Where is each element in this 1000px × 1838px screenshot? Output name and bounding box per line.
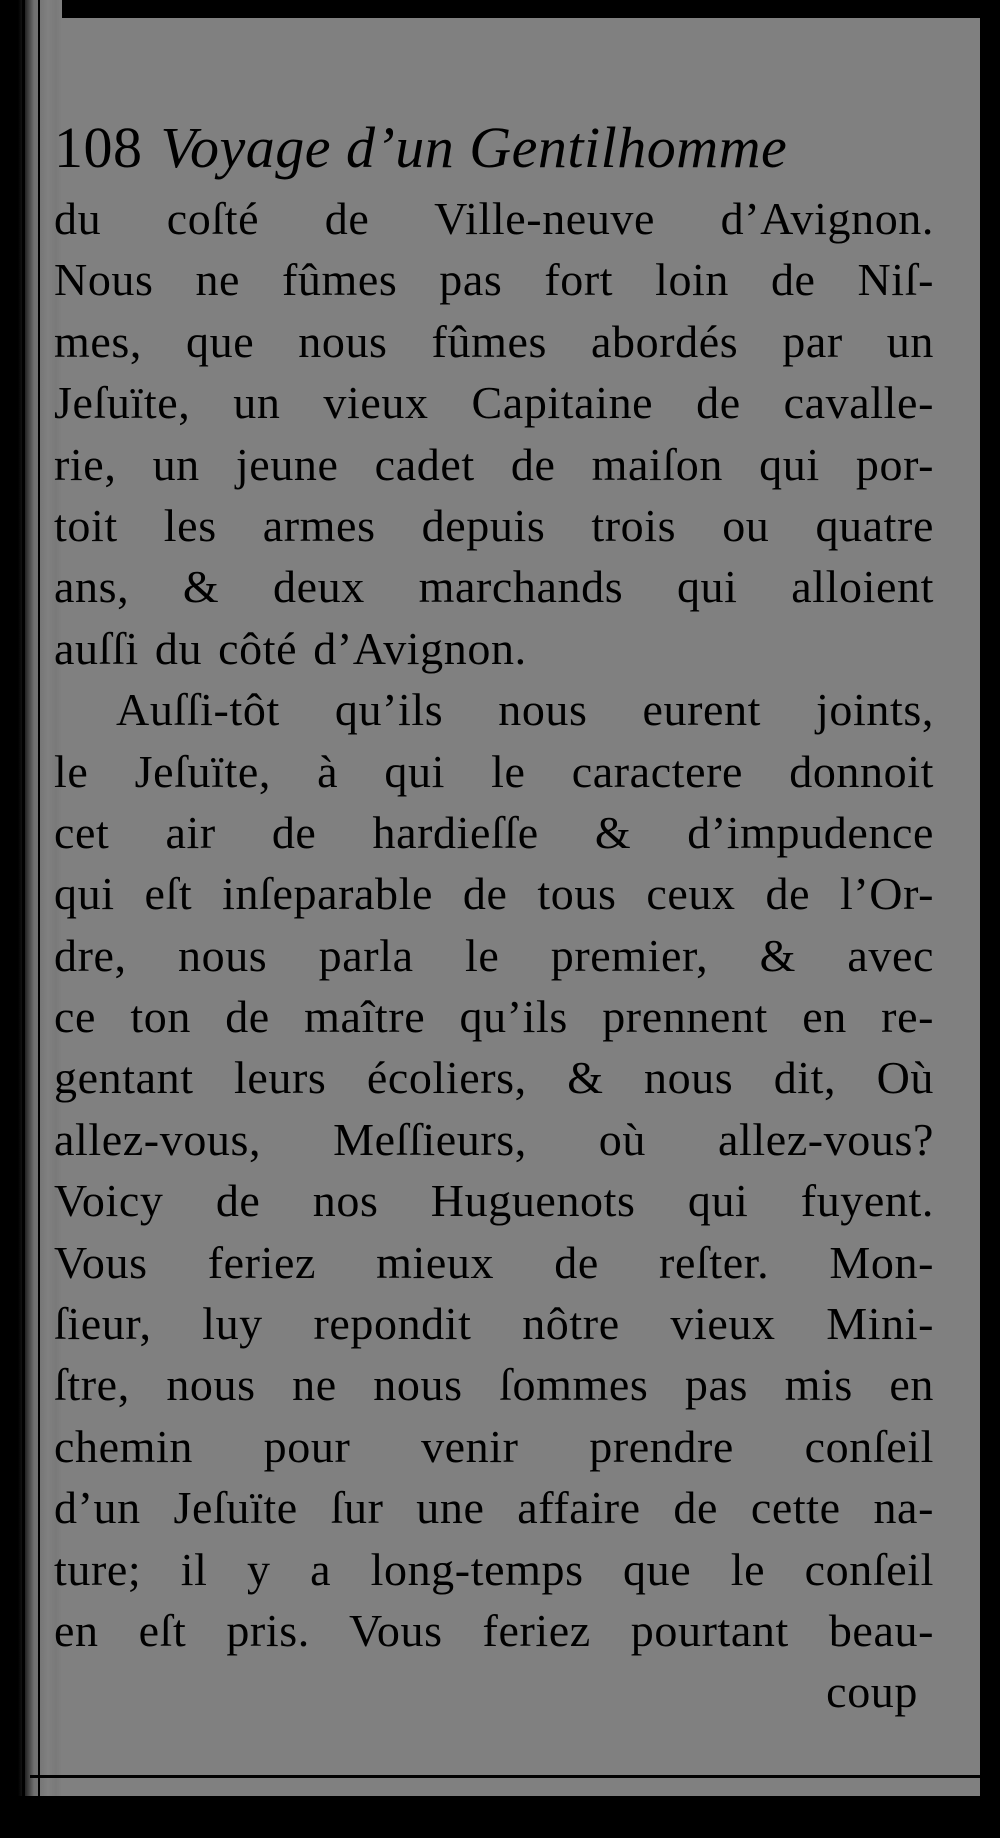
- page-number: 108: [54, 115, 143, 180]
- text-line: ſieur, luy repondit nôtre vieux Mini-: [54, 1298, 934, 1350]
- text-line: ſtre, nous ne nous ſommes pas mis en: [54, 1359, 934, 1411]
- text-line: qui eſt inſeparable de tous ceux de l’Or-: [54, 868, 934, 920]
- text-line: cet air de hardieſſe & d’impudence: [54, 806, 934, 858]
- text-line: ce ton de maître qu’ils prennent en re-: [54, 991, 934, 1043]
- running-head: [54, 108, 934, 188]
- right-margin-mark: [984, 380, 988, 510]
- text-line: dre, nous parla le premier, & avec: [54, 929, 934, 981]
- text-line: ture; il y a long-temps que le conſeil: [54, 1543, 934, 1595]
- top-edge: [0, 0, 1000, 14]
- text-line: d’un Jeſuïte ſur une affaire de cette na-: [54, 1482, 934, 1534]
- catchword: coup: [826, 1666, 918, 1718]
- text-line: gentant leurs écoliers, & nous dit, Où: [54, 1052, 934, 1104]
- binding-line: [22, 0, 25, 1838]
- text-line: rie, un jeune cadet de maiſon qui por-: [54, 438, 934, 490]
- bottom-edge: [0, 1796, 1000, 1838]
- text-line: Voicy de nos Huguenots qui fuyent.: [54, 1175, 934, 1227]
- text-line: en eſt pris. Vous feriez pourtant beau-: [54, 1604, 934, 1656]
- binding-line: [8, 0, 11, 1838]
- text-line: Vous feriez mieux de reſter. Mon-: [54, 1236, 934, 1288]
- bottom-rule: [30, 1775, 990, 1778]
- right-margin-mark: [984, 160, 988, 300]
- text-line: Auſſi-tôt qu’ils nous eurent joints,: [116, 684, 934, 736]
- text-line: mes, que nous fûmes abordés par un: [54, 315, 934, 367]
- text-line: ans, & deux marchands qui alloient: [54, 561, 934, 613]
- running-title: Voyage d’un Gentilhomme: [160, 115, 788, 180]
- right-edge: [980, 0, 1000, 1838]
- text-line: auſſi du côté d’Avignon.: [54, 622, 527, 674]
- text-line: Jeſuïte, un vieux Capitaine de cavalle-: [54, 377, 934, 429]
- text-line: toit les armes depuis trois ou quatre: [54, 499, 934, 551]
- text-line: le Jeſuïte, à qui le caractere donnoit: [54, 745, 934, 797]
- text-line: du coſté de Ville-neuve d’Avignon.: [54, 193, 934, 244]
- text-line: allez-vous, Meſſieurs, où allez-vous?: [54, 1113, 934, 1165]
- text-line: chemin pour venir prendre conſeil: [54, 1420, 934, 1472]
- right-margin-mark: [984, 1260, 988, 1460]
- text-line: Nous ne fûmes pas fort loin de Niſ-: [54, 254, 934, 306]
- binding-line: [38, 0, 40, 1838]
- text-block: [54, 108, 934, 1723]
